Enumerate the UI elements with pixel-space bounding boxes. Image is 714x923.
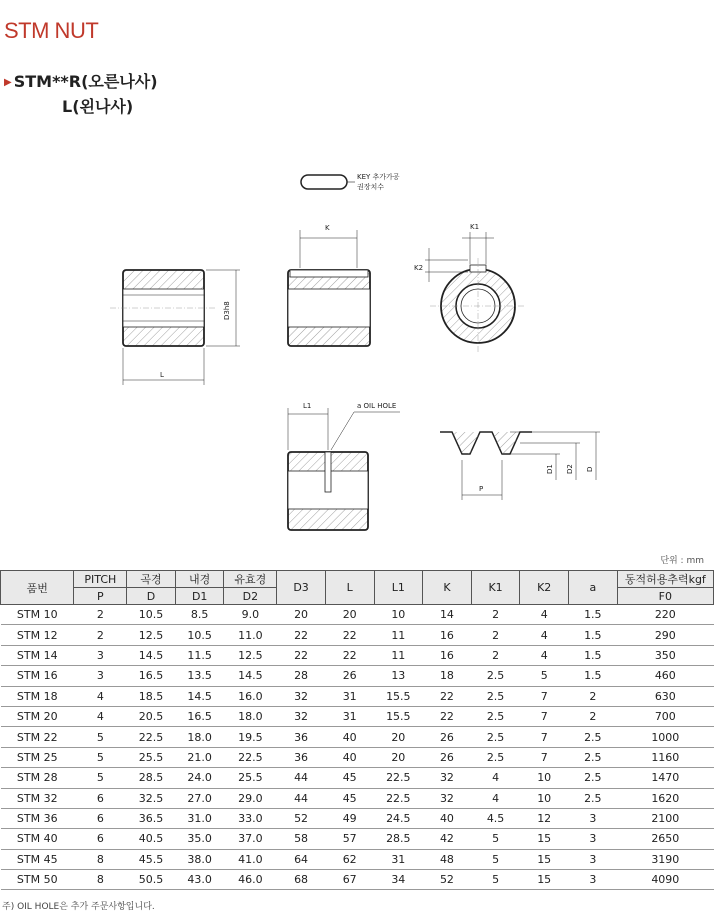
table-cell: 3 xyxy=(74,645,127,665)
table-cell: 50.5 xyxy=(127,870,176,890)
table-cell: 20.5 xyxy=(127,706,176,726)
table-cell: 33.0 xyxy=(224,808,277,828)
table-cell: 6 xyxy=(74,829,127,849)
table-cell: 32 xyxy=(423,788,472,808)
table-cell: 15 xyxy=(520,829,569,849)
table-cell: 2.5 xyxy=(569,747,618,767)
nut-side-view-plain xyxy=(110,270,240,385)
header-f0: F0 xyxy=(617,588,713,605)
table-cell: 2.5 xyxy=(471,686,520,706)
header-d3: D3 xyxy=(277,571,326,605)
table-cell: STM 50 xyxy=(1,870,74,890)
table-cell: 14.5 xyxy=(127,645,176,665)
table-row xyxy=(1,870,714,890)
table-cell: 12.5 xyxy=(127,625,176,645)
table-cell: 58 xyxy=(277,829,326,849)
table-cell: STM 25 xyxy=(1,747,74,767)
table-cell: 57 xyxy=(325,829,374,849)
table-cell: 26 xyxy=(423,747,472,767)
table-cell: 45.5 xyxy=(127,849,176,869)
key-slot-shape xyxy=(301,175,347,189)
dim-D-label: D xyxy=(586,466,594,472)
table-cell: STM 20 xyxy=(1,706,74,726)
table-cell: 45 xyxy=(325,788,374,808)
nut-side-view-key xyxy=(288,224,370,346)
nut-end-view xyxy=(414,223,526,354)
header-pitch-dia: 유효경 xyxy=(224,571,277,588)
table-cell: 14.5 xyxy=(175,686,224,706)
table-cell: 14 xyxy=(423,605,472,625)
table-cell: 22 xyxy=(423,686,472,706)
table-cell: 8.5 xyxy=(175,605,224,625)
table-row xyxy=(1,768,714,788)
table-cell: 16.5 xyxy=(175,706,224,726)
table-cell: 220 xyxy=(617,605,713,625)
table-cell: 67 xyxy=(325,870,374,890)
table-cell: 11.5 xyxy=(175,645,224,665)
table-cell: 36 xyxy=(277,727,326,747)
table-header-row-top xyxy=(1,571,714,588)
table-cell: 3190 xyxy=(617,849,713,869)
table-cell: 32.5 xyxy=(127,788,176,808)
table-cell: 350 xyxy=(617,645,713,665)
table-cell: STM 22 xyxy=(1,727,74,747)
table-cell: 4090 xyxy=(617,870,713,890)
dim-L-label: L xyxy=(160,371,164,379)
table-cell: 12.5 xyxy=(224,645,277,665)
table-cell: 2.5 xyxy=(569,768,618,788)
table-cell: 28.5 xyxy=(374,829,423,849)
table-cell: 1.5 xyxy=(569,625,618,645)
table-cell: 16 xyxy=(423,645,472,665)
header-d2: D2 xyxy=(224,588,277,605)
header-a: a xyxy=(569,571,618,605)
table-cell: 11 xyxy=(374,645,423,665)
table-row xyxy=(1,849,714,869)
table-cell: 7 xyxy=(520,747,569,767)
table-row xyxy=(1,788,714,808)
table-row xyxy=(1,829,714,849)
table-cell: 32 xyxy=(277,706,326,726)
table-cell: 2.5 xyxy=(471,727,520,747)
table-cell: 1470 xyxy=(617,768,713,788)
table-cell: 6 xyxy=(74,808,127,828)
table-cell: STM 40 xyxy=(1,829,74,849)
page-title: STM NUT xyxy=(4,18,99,43)
table-row xyxy=(1,727,714,747)
table-row xyxy=(1,666,714,686)
table-cell: 10 xyxy=(520,768,569,788)
dim-K1-label: K1 xyxy=(470,223,480,231)
subtitle-line2: L(왼나사) xyxy=(62,96,134,116)
table-cell: STM 12 xyxy=(1,625,74,645)
header-d: D xyxy=(127,588,176,605)
table-cell: 48 xyxy=(423,849,472,869)
table-cell: 27.0 xyxy=(175,788,224,808)
table-cell: 22 xyxy=(325,625,374,645)
table-cell: 21.0 xyxy=(175,747,224,767)
header-major-dia: 곡경 xyxy=(127,571,176,588)
table-cell: 40 xyxy=(423,808,472,828)
table-cell: 16.5 xyxy=(127,666,176,686)
table-cell: 2 xyxy=(471,605,520,625)
table-row xyxy=(1,747,714,767)
table-cell: 35.0 xyxy=(175,829,224,849)
table-cell: 10 xyxy=(374,605,423,625)
dim-D1-label: D1 xyxy=(546,464,554,474)
table-cell: 26 xyxy=(325,666,374,686)
table-cell: STM 10 xyxy=(1,605,74,625)
table-cell: 1.5 xyxy=(569,605,618,625)
table-row xyxy=(1,645,714,665)
table-cell: STM 32 xyxy=(1,788,74,808)
table-cell: 700 xyxy=(617,706,713,726)
table-cell: 5 xyxy=(471,849,520,869)
table-cell: 28 xyxy=(277,666,326,686)
table-cell: 20 xyxy=(374,727,423,747)
table-cell: 6 xyxy=(74,788,127,808)
header-p: P xyxy=(74,588,127,605)
table-cell: STM 18 xyxy=(1,686,74,706)
table-cell: 13 xyxy=(374,666,423,686)
table-cell: 3 xyxy=(569,829,618,849)
footnote: 주) OIL HOLE은 추가 주문사항입니다. xyxy=(2,902,155,912)
table-cell: 40 xyxy=(325,747,374,767)
table-cell: 24.5 xyxy=(374,808,423,828)
key-note-line2: 권장치수 xyxy=(357,183,385,191)
dim-P-label: P xyxy=(479,485,484,493)
table-cell: 22.5 xyxy=(224,747,277,767)
table-cell: 2 xyxy=(74,625,127,645)
table-cell: STM 16 xyxy=(1,666,74,686)
table-cell: 16.0 xyxy=(224,686,277,706)
table-cell: 1620 xyxy=(617,788,713,808)
dim-K-label: K xyxy=(325,224,330,232)
table-cell: 2650 xyxy=(617,829,713,849)
table-cell: 44 xyxy=(277,788,326,808)
dim-D3-label: D3h8 xyxy=(223,301,231,320)
table-cell: 49 xyxy=(325,808,374,828)
table-cell: STM 45 xyxy=(1,849,74,869)
table-cell: 46.0 xyxy=(224,870,277,890)
table-cell: 18.0 xyxy=(224,706,277,726)
table-cell: STM 36 xyxy=(1,808,74,828)
subtitle xyxy=(4,70,158,119)
dim-K2-label: K2 xyxy=(414,264,424,272)
table-cell: 40.5 xyxy=(127,829,176,849)
table-cell: 38.0 xyxy=(175,849,224,869)
table-cell: 19.5 xyxy=(224,727,277,747)
table-cell: 18.5 xyxy=(127,686,176,706)
table-cell: 4 xyxy=(520,605,569,625)
table-cell: 630 xyxy=(617,686,713,706)
table-row xyxy=(1,605,714,625)
table-cell: 14.5 xyxy=(224,666,277,686)
subtitle-line1: STM**R(오른나사) xyxy=(13,72,158,91)
header-k2: K2 xyxy=(520,571,569,605)
table-cell: 12 xyxy=(520,808,569,828)
dim-L1-label: L1 xyxy=(303,402,312,410)
table-cell: 4.5 xyxy=(471,808,520,828)
table-cell: 2100 xyxy=(617,808,713,828)
table-row xyxy=(1,625,714,645)
table-cell: 42 xyxy=(423,829,472,849)
table-cell: 5 xyxy=(74,747,127,767)
table-cell: 43.0 xyxy=(175,870,224,890)
header-k: K xyxy=(423,571,472,605)
table-cell: 2 xyxy=(74,605,127,625)
header-d1: D1 xyxy=(175,588,224,605)
table-cell: 31 xyxy=(325,706,374,726)
table-cell: 9.0 xyxy=(224,605,277,625)
table-cell: 16 xyxy=(423,625,472,645)
table-cell: 5 xyxy=(471,829,520,849)
table-cell: 2.5 xyxy=(569,727,618,747)
nut-side-view-oil-hole xyxy=(288,402,400,530)
table-cell: 5 xyxy=(520,666,569,686)
table-cell: 8 xyxy=(74,849,127,869)
table-cell: 31 xyxy=(325,686,374,706)
table-cell: 40 xyxy=(325,727,374,747)
table-cell: 15.5 xyxy=(374,706,423,726)
table-cell: 22 xyxy=(423,706,472,726)
table-cell: 52 xyxy=(423,870,472,890)
table-cell: 460 xyxy=(617,666,713,686)
table-cell: 22.5 xyxy=(127,727,176,747)
table-cell: 2.5 xyxy=(569,788,618,808)
table-cell: 34 xyxy=(374,870,423,890)
header-part-no: 품번 xyxy=(1,571,74,605)
header-minor-dia: 내경 xyxy=(175,571,224,588)
table-cell: 4 xyxy=(471,788,520,808)
header-l: L xyxy=(325,571,374,605)
table-cell: 10.5 xyxy=(175,625,224,645)
table-cell: 3 xyxy=(569,870,618,890)
table-cell: 68 xyxy=(277,870,326,890)
table-cell: 1000 xyxy=(617,727,713,747)
table-cell: 32 xyxy=(423,768,472,788)
table-cell: 4 xyxy=(520,645,569,665)
table-cell: 25.5 xyxy=(224,768,277,788)
table-cell: 7 xyxy=(520,706,569,726)
thread-profile xyxy=(440,432,600,500)
table-cell: 20 xyxy=(277,605,326,625)
table-cell: 3 xyxy=(74,666,127,686)
spec-table xyxy=(0,570,714,890)
table-cell: 20 xyxy=(325,605,374,625)
table-cell: 290 xyxy=(617,625,713,645)
table-cell: 8 xyxy=(74,870,127,890)
table-cell: 11 xyxy=(374,625,423,645)
table-cell: 15.5 xyxy=(374,686,423,706)
technical-drawing xyxy=(0,150,714,550)
table-cell: 4 xyxy=(74,706,127,726)
table-cell: 31.0 xyxy=(175,808,224,828)
bullet-triangle-icon: ▶ xyxy=(4,76,12,88)
dim-D2-label: D2 xyxy=(566,464,574,474)
table-cell: 28.5 xyxy=(127,768,176,788)
table-cell: 45 xyxy=(325,768,374,788)
table-cell: 10.5 xyxy=(127,605,176,625)
table-cell: 15 xyxy=(520,870,569,890)
table-cell: 41.0 xyxy=(224,849,277,869)
table-cell: 18.0 xyxy=(175,727,224,747)
table-cell: 2 xyxy=(471,645,520,665)
table-cell: STM 14 xyxy=(1,645,74,665)
table-row xyxy=(1,686,714,706)
table-cell: 52 xyxy=(277,808,326,828)
table-cell: 1.5 xyxy=(569,645,618,665)
table-cell: 3 xyxy=(569,808,618,828)
table-cell: 36 xyxy=(277,747,326,767)
table-cell: 31 xyxy=(374,849,423,869)
table-cell: 1.5 xyxy=(569,666,618,686)
table-cell: 4 xyxy=(520,625,569,645)
table-cell: 2.5 xyxy=(471,747,520,767)
table-cell: 5 xyxy=(74,768,127,788)
key-note-line1: KEY 추가가공 xyxy=(357,173,400,181)
table-cell: 2 xyxy=(471,625,520,645)
table-cell: 18 xyxy=(423,666,472,686)
table-cell: 7 xyxy=(520,686,569,706)
table-cell: 20 xyxy=(374,747,423,767)
table-cell: 24.0 xyxy=(175,768,224,788)
table-cell: 2.5 xyxy=(471,666,520,686)
table-cell: 2 xyxy=(569,706,618,726)
header-thrust: 동적허용추력kgf xyxy=(617,571,713,588)
table-cell: 44 xyxy=(277,768,326,788)
table-cell: 64 xyxy=(277,849,326,869)
table-cell: 36.5 xyxy=(127,808,176,828)
header-pitch: PITCH xyxy=(74,571,127,588)
table-row xyxy=(1,706,714,726)
table-cell: 11.0 xyxy=(224,625,277,645)
unit-label: 단위 : mm xyxy=(660,556,704,566)
table-cell: 1160 xyxy=(617,747,713,767)
table-cell: 25.5 xyxy=(127,747,176,767)
table-cell: 7 xyxy=(520,727,569,747)
table-row xyxy=(1,808,714,828)
header-k1: K1 xyxy=(471,571,520,605)
table-cell: 29.0 xyxy=(224,788,277,808)
table-cell: 26 xyxy=(423,727,472,747)
table-cell: 4 xyxy=(471,768,520,788)
table-cell: 2.5 xyxy=(471,706,520,726)
table-cell: 22.5 xyxy=(374,788,423,808)
table-cell: 5 xyxy=(74,727,127,747)
oil-hole-label: a OIL HOLE xyxy=(357,402,397,410)
table-cell: 10 xyxy=(520,788,569,808)
table-cell: 15 xyxy=(520,849,569,869)
table-cell: 37.0 xyxy=(224,829,277,849)
table-cell: 62 xyxy=(325,849,374,869)
table-cell: STM 28 xyxy=(1,768,74,788)
table-cell: 22 xyxy=(325,645,374,665)
header-l1: L1 xyxy=(374,571,423,605)
table-cell: 32 xyxy=(277,686,326,706)
table-cell: 22.5 xyxy=(374,768,423,788)
table-cell: 5 xyxy=(471,870,520,890)
table-cell: 13.5 xyxy=(175,666,224,686)
table-cell: 2 xyxy=(569,686,618,706)
table-cell: 22 xyxy=(277,645,326,665)
table-cell: 4 xyxy=(74,686,127,706)
table-cell: 22 xyxy=(277,625,326,645)
table-cell: 3 xyxy=(569,849,618,869)
